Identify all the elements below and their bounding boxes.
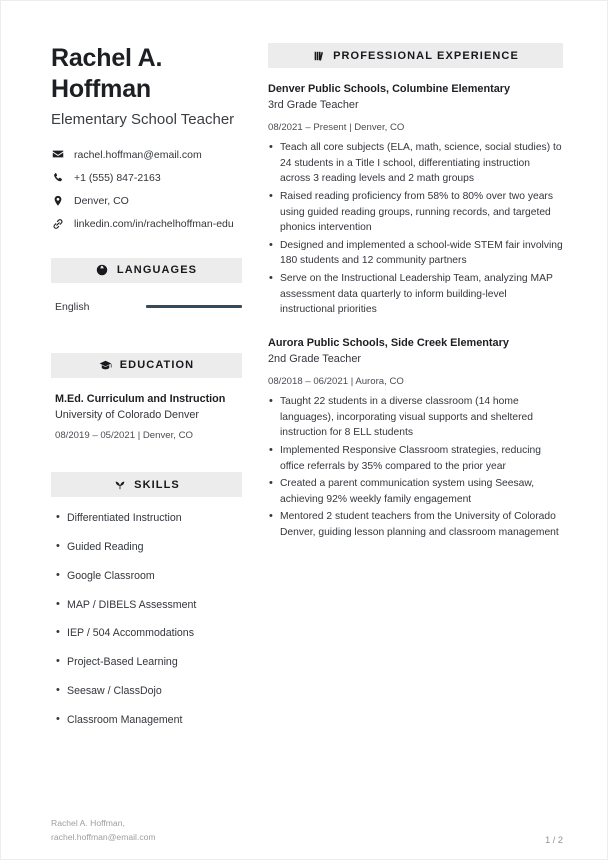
list-item: • Raised reading proficiency from 58% to 80% over two years using guided reading groups, running records, and targeted phonics intervention [268,189,563,236]
experience-bullets [268,140,563,318]
phone-icon [51,171,64,184]
candidate-headline: Elementary School Teacher [51,111,235,128]
list-item: • Serve on the Instructional Leadership Team, analyzing MAP assessment data quarterly to inform building-level instructional priorities [268,271,563,318]
page-number: 1 / 2 [545,835,563,845]
sidebar-column [51,43,242,742]
contact-item-location [51,194,242,208]
list-item: • Designed and implemented a school-wide STEM fair involving 180 students and 12 community partners [268,238,563,269]
list-item: • Project-Based Learning [55,655,242,669]
section-header-skills [51,472,242,497]
list-item: • Seesaw / ClassDojo [55,684,242,698]
experience-meta: 08/2018 – 06/2021 | Aurora, CO [268,375,404,387]
link-icon [51,217,64,230]
list-item: • Created a parent communication system using Seesaw, achieving 92% weekly family engagement [268,476,563,507]
graduation-cap-icon [99,359,112,372]
education-entry [51,392,242,443]
list-item: • Taught 22 students in a diverse classroom (14 home languages), incorporating visual supports and sheltered instruction for 8 ELL students [268,394,563,441]
books-icon [312,49,325,62]
list-item: • MAP / DIBELS Assessment [55,598,242,612]
education-school: University of Colorado Denver [55,408,200,421]
list-item: • Google Classroom [55,569,242,583]
section-title-education: EDUCATION [119,359,195,372]
spacer [51,323,242,353]
globe-icon [96,264,109,277]
list-item: • Classroom Management [55,713,242,727]
contact-value-phone[interactable]: +1 (555) 847-2163 [74,172,161,185]
experience-organization: Denver Public Schools, Columbine Elementary [268,83,511,95]
experience-entry [268,82,563,318]
contact-value-email[interactable]: rachel.hoffman@email.com [74,148,202,161]
list-item: • Differentiated Instruction [55,511,242,525]
list-item: • Teach all core subjects (ELA, math, science, social studies) to 24 students in a Title I school, differentiating instruction across 3 reading levels and 2 math groups [268,140,563,187]
experience-organization: Aurora Public Schools, Side Creek Elementary [268,337,509,349]
footer-identity [51,817,156,845]
resume-content [1,1,607,742]
education-meta: 08/2019 – 05/2021 | Denver, CO [55,429,193,441]
footer-name: Rachel A. Hoffman, [51,818,125,829]
main-column [268,43,563,742]
list-item: • Mentored 2 student teachers from the University of Colorado Denver, guiding lesson planning and classroom management [268,509,563,540]
section-header-education [51,353,242,378]
experience-role: 3rd Grade Teacher [268,99,359,112]
candidate-name: Rachel A. Hoffman [51,44,163,103]
contact-value-location: Denver, CO [74,195,129,208]
spacer [51,442,242,472]
experience-role: 2nd Grade Teacher [268,353,362,366]
contact-item-phone [51,171,242,185]
envelope-icon [51,148,64,161]
experience-bullets [268,394,563,541]
language-name: English [55,300,90,313]
map-pin-icon [51,194,64,207]
experience-entry [268,336,563,541]
language-level-bar [146,305,242,308]
list-item: • Implemented Responsive Classroom strategies, reducing office referrals by 35% compared to the prior year [268,443,563,474]
language-row [51,297,242,315]
page-footer [51,817,563,845]
section-title-skills: SKILLS [134,478,180,491]
experience-meta: 08/2021 – Present | Denver, CO [268,121,405,133]
section-header-languages [51,258,242,283]
contact-item-linkedin [51,217,242,231]
skills-list [51,511,242,727]
education-degree: M.Ed. Curriculum and Instruction [55,392,226,405]
contact-item-email [51,148,242,162]
list-item: • Guided Reading [55,540,242,554]
footer-email: rachel.hoffman@email.com [51,832,156,843]
contact-value-linkedin[interactable]: linkedin.com/in/rachelhoffman-edu [74,218,234,231]
section-header-experience [268,43,563,68]
list-item: • IEP / 504 Accommodations [55,626,242,640]
section-title-languages: LANGUAGES [116,264,198,277]
sprout-icon [113,478,126,491]
section-title-experience: PROFESSIONAL EXPERIENCE [333,49,519,62]
contact-list [51,148,242,232]
